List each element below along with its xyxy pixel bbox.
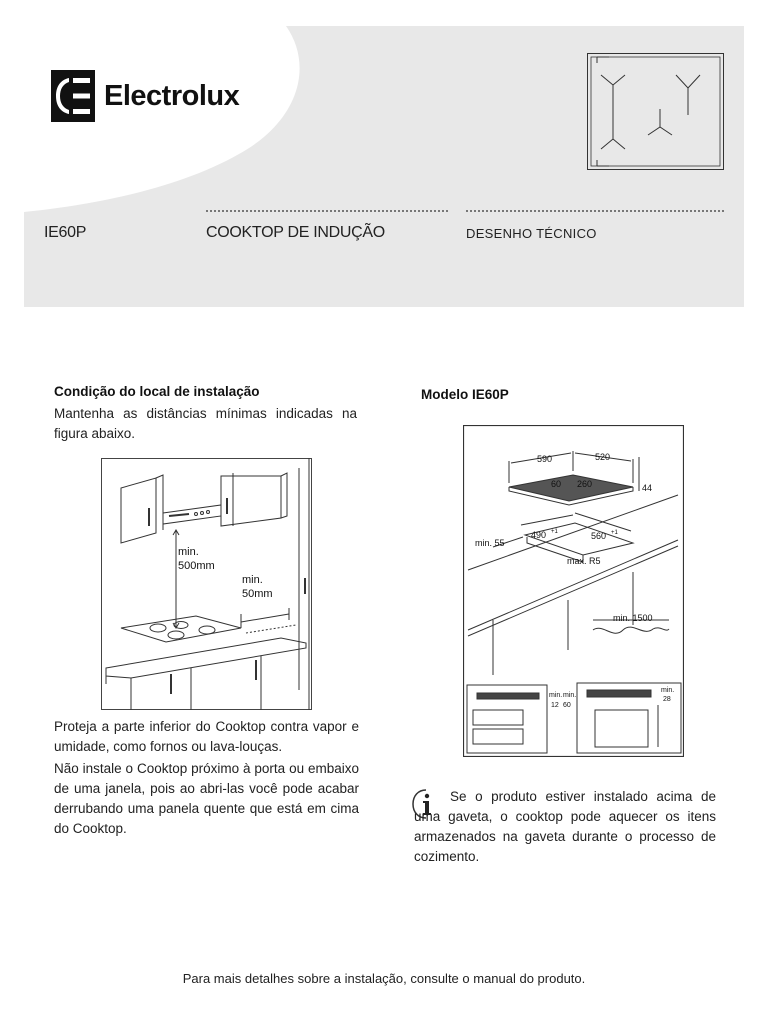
install-intro: Mantenha as distâncias mínimas indicadas na figura abaixo. [54,406,357,441]
dim-cut-d: 560 [591,531,607,541]
header-divider-1 [206,210,448,212]
dim-width: 590 [537,454,553,464]
tol-2: +1 [611,530,618,536]
dim-cable: min. 1500 [613,613,653,623]
header-divider-2 [466,210,724,212]
dim-cut-w: 490 [531,530,547,540]
dim-12: 12 [551,702,559,709]
min-b: min. [563,692,577,699]
height-label: 500mm [178,560,215,572]
note-steam: Proteja a parte inferior do Cooktop contra vapor e umidade, como fornos ou lava-louças. [54,719,359,754]
note-window: Não instale o Cooktop próximo à porta ou embaixo de uma janela, pois ao abri-las você pode acabar derrubando uma panela quente que está em cima do Cooktop. [54,761,359,836]
brand-name: Electrolux [104,79,240,112]
min-a: min. [549,692,563,699]
technical-drawing [463,425,684,757]
tol-1: +1 [551,529,558,535]
footer-note: Para mais detalhes sobre a instalação, consulte o manual do produto. [182,971,586,986]
model-label: IE60P [44,224,87,241]
install-distance-figure [101,458,312,710]
doc-type-label: DESENHO TÉCNICO [466,226,597,241]
dim-b: 260 [577,479,593,489]
product-label: COOKTOP DE INDUÇÃO [206,224,385,241]
install-title: Condição do local de instalação [54,384,260,399]
info-note: Se o produto estiver instalado acima de uma gaveta, o cooktop pode aquecer os itens armazenados na gaveta durante o processo de cozimento. [414,789,716,864]
dim-min55: min. 55 [475,538,505,548]
model-title: Modelo IE60P [421,387,509,402]
dim-60: 60 [563,702,571,709]
min-label-1: min. [178,546,199,558]
min-label-2: min. [242,574,263,586]
cooktop-outline-icon [587,53,724,170]
dim-28: 28 [663,696,671,703]
brand-logo [51,70,239,122]
dim-radius: max. R5 [567,556,601,566]
side-label: 50mm [242,588,273,600]
dim-depth: 520 [595,452,611,462]
min-c: min. [661,687,675,694]
electrolux-logo-icon [51,70,95,122]
dim-height: 44 [642,483,653,493]
dim-a: 60 [551,479,562,489]
